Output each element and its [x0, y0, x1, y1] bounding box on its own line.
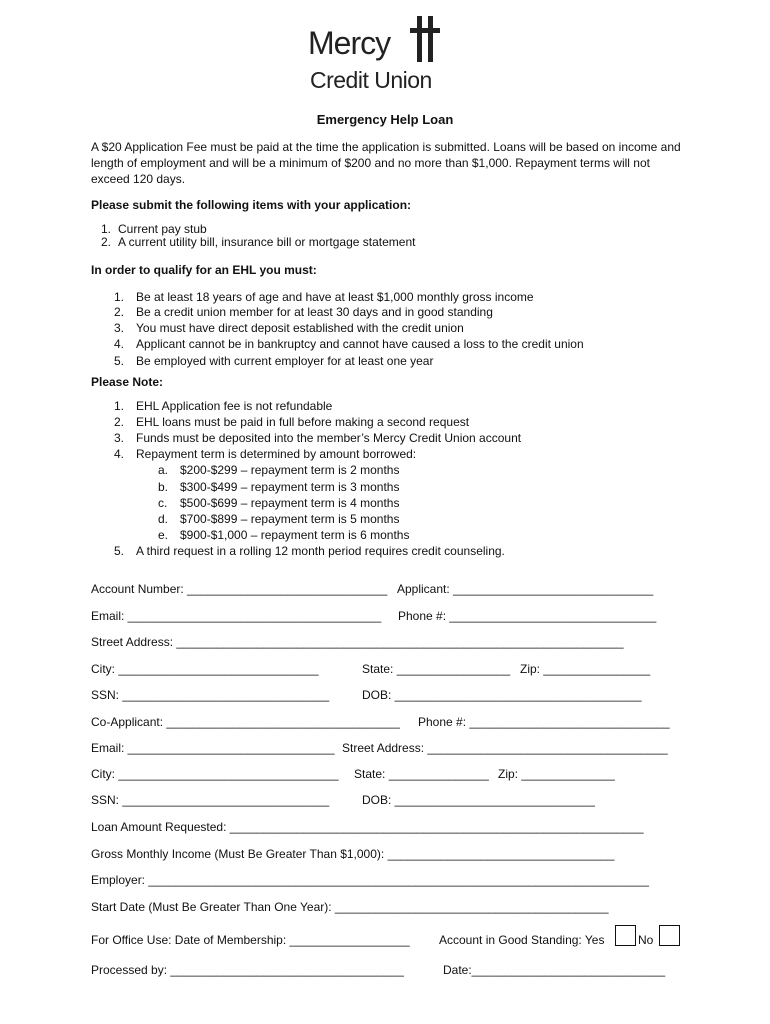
note-item-number: 2.: [114, 415, 125, 429]
co-applicant-zip-field[interactable]: Zip: ______________: [498, 767, 615, 781]
processed-by-field[interactable]: Processed by: ___________________________________: [91, 963, 404, 977]
co-applicant-street-field[interactable]: Street Address: ____________________________________: [342, 741, 668, 755]
loan-amount-field[interactable]: Loan Amount Requested: ______________________________________________________________: [91, 820, 644, 834]
note-item-number: 1.: [114, 399, 125, 413]
co-applicant-city-field[interactable]: City: _________________________________: [91, 767, 339, 781]
gross-income-field[interactable]: Gross Monthly Income (Must Be Greater Than $1,000): __________________________________: [91, 847, 615, 861]
note-item: A third request in a rolling 12 month period requires credit counseling.: [136, 544, 505, 558]
logo-subtitle: Credit Union: [310, 67, 432, 93]
page-title: Emergency Help Loan: [316, 112, 454, 127]
city-field[interactable]: City: ______________________________: [91, 662, 319, 676]
co-applicant-state-field[interactable]: State: _______________: [354, 767, 489, 781]
term-item-letter: d.: [158, 512, 169, 526]
zip-field[interactable]: Zip: ________________: [520, 662, 651, 676]
account-number-field[interactable]: Account Number: ______________________________: [91, 582, 388, 596]
cross-icon: [408, 16, 442, 62]
co-applicant-dob-field[interactable]: DOB: ______________________________: [362, 793, 595, 807]
term-item-letter: b.: [158, 480, 169, 494]
qualify-item: You must have direct deposit established with the credit union: [136, 321, 464, 335]
submit-item-number: 1.: [101, 222, 112, 236]
qualify-item-number: 4.: [114, 337, 125, 351]
note-item-number: 3.: [114, 431, 125, 445]
no-label: No: [638, 933, 654, 947]
co-applicant-email-field[interactable]: Email: _______________________________: [91, 741, 335, 755]
term-item-letter: c.: [158, 496, 168, 510]
applicant-field[interactable]: Applicant: ______________________________: [397, 582, 654, 596]
phone-field[interactable]: Phone #: _______________________________: [398, 609, 657, 623]
submit-item: A current utility bill, insurance bill or mortgage statement: [118, 235, 416, 249]
note-item: Funds must be deposited into the member’s Mercy Credit Union account: [136, 431, 522, 445]
note-item: Repayment term is determined by amount borrowed:: [136, 447, 417, 461]
note-item-number: 5.: [114, 544, 125, 558]
term-item-letter: e.: [158, 528, 169, 542]
mercy-credit-union-logo: [308, 16, 458, 96]
term-item: $200-$299 – repayment term is 2 months: [180, 463, 400, 477]
intro-paragraph: A $20 Application Fee must be paid at the time the application is submitted. Loans will be based on income and length of employment and will be a minimum of $200 and no more than $1,000. Repayment terms will not exceed 120 days.: [91, 140, 681, 186]
submit-heading: Please submit the following items with your application:: [91, 198, 412, 212]
start-date-field[interactable]: Start Date (Must Be Greater Than One Year): _________________________________________: [91, 900, 609, 914]
note-item: EHL Application fee is not refundable: [136, 399, 333, 413]
submit-item-number: 2.: [101, 235, 112, 249]
qualify-item-number: 3.: [114, 321, 125, 335]
term-item: $300-$499 – repayment term is 3 months: [180, 480, 400, 494]
term-item: $500-$699 – repayment term is 4 months: [180, 496, 400, 510]
good-standing-no-checkbox[interactable]: [659, 925, 680, 946]
date-field[interactable]: Date:_____________________________: [443, 963, 666, 977]
note-item: EHL loans must be paid in full before making a second request: [136, 415, 470, 429]
qualify-item: Applicant cannot be in bankruptcy and cannot have caused a loss to the credit union: [136, 337, 584, 351]
note-item-number: 4.: [114, 447, 125, 461]
qualify-item-number: 5.: [114, 354, 125, 368]
street-address-field[interactable]: Street Address: ___________________________________________________________________: [91, 635, 624, 649]
state-field[interactable]: State: _________________: [362, 662, 511, 676]
co-applicant-phone-field[interactable]: Phone #: ______________________________: [418, 715, 670, 729]
qualify-item-number: 1.: [114, 290, 125, 304]
membership-date-field[interactable]: For Office Use: Date of Membership: __________________: [91, 933, 410, 947]
qualify-item: Be employed with current employer for at least one year: [136, 354, 434, 368]
logo-brand: Mercy: [308, 25, 391, 61]
good-standing-label: Account in Good Standing: Yes: [439, 933, 605, 947]
co-applicant-field[interactable]: Co-Applicant: ___________________________________: [91, 715, 400, 729]
submit-item: Current pay stub: [118, 222, 207, 236]
co-applicant-ssn-field[interactable]: SSN: _______________________________: [91, 793, 330, 807]
qualify-heading: In order to qualify for an EHL you must:: [91, 263, 317, 277]
qualify-item: Be at least 18 years of age and have at least $1,000 monthly gross income: [136, 290, 534, 304]
qualify-item-number: 2.: [114, 305, 125, 319]
term-item: $700-$899 – repayment term is 5 months: [180, 512, 400, 526]
employer-field[interactable]: Employer: ___________________________________________________________________________: [91, 873, 649, 887]
term-item: $900-$1,000 – repayment term is 6 months: [180, 528, 410, 542]
email-field[interactable]: Email: ______________________________________: [91, 609, 382, 623]
dob-field[interactable]: DOB: _____________________________________: [362, 688, 642, 702]
term-item-letter: a.: [158, 463, 169, 477]
ssn-field[interactable]: SSN: _______________________________: [91, 688, 330, 702]
qualify-item: Be a credit union member for at least 30 days and in good standing: [136, 305, 493, 319]
good-standing-yes-checkbox[interactable]: [615, 925, 636, 946]
note-heading: Please Note:: [91, 375, 164, 389]
